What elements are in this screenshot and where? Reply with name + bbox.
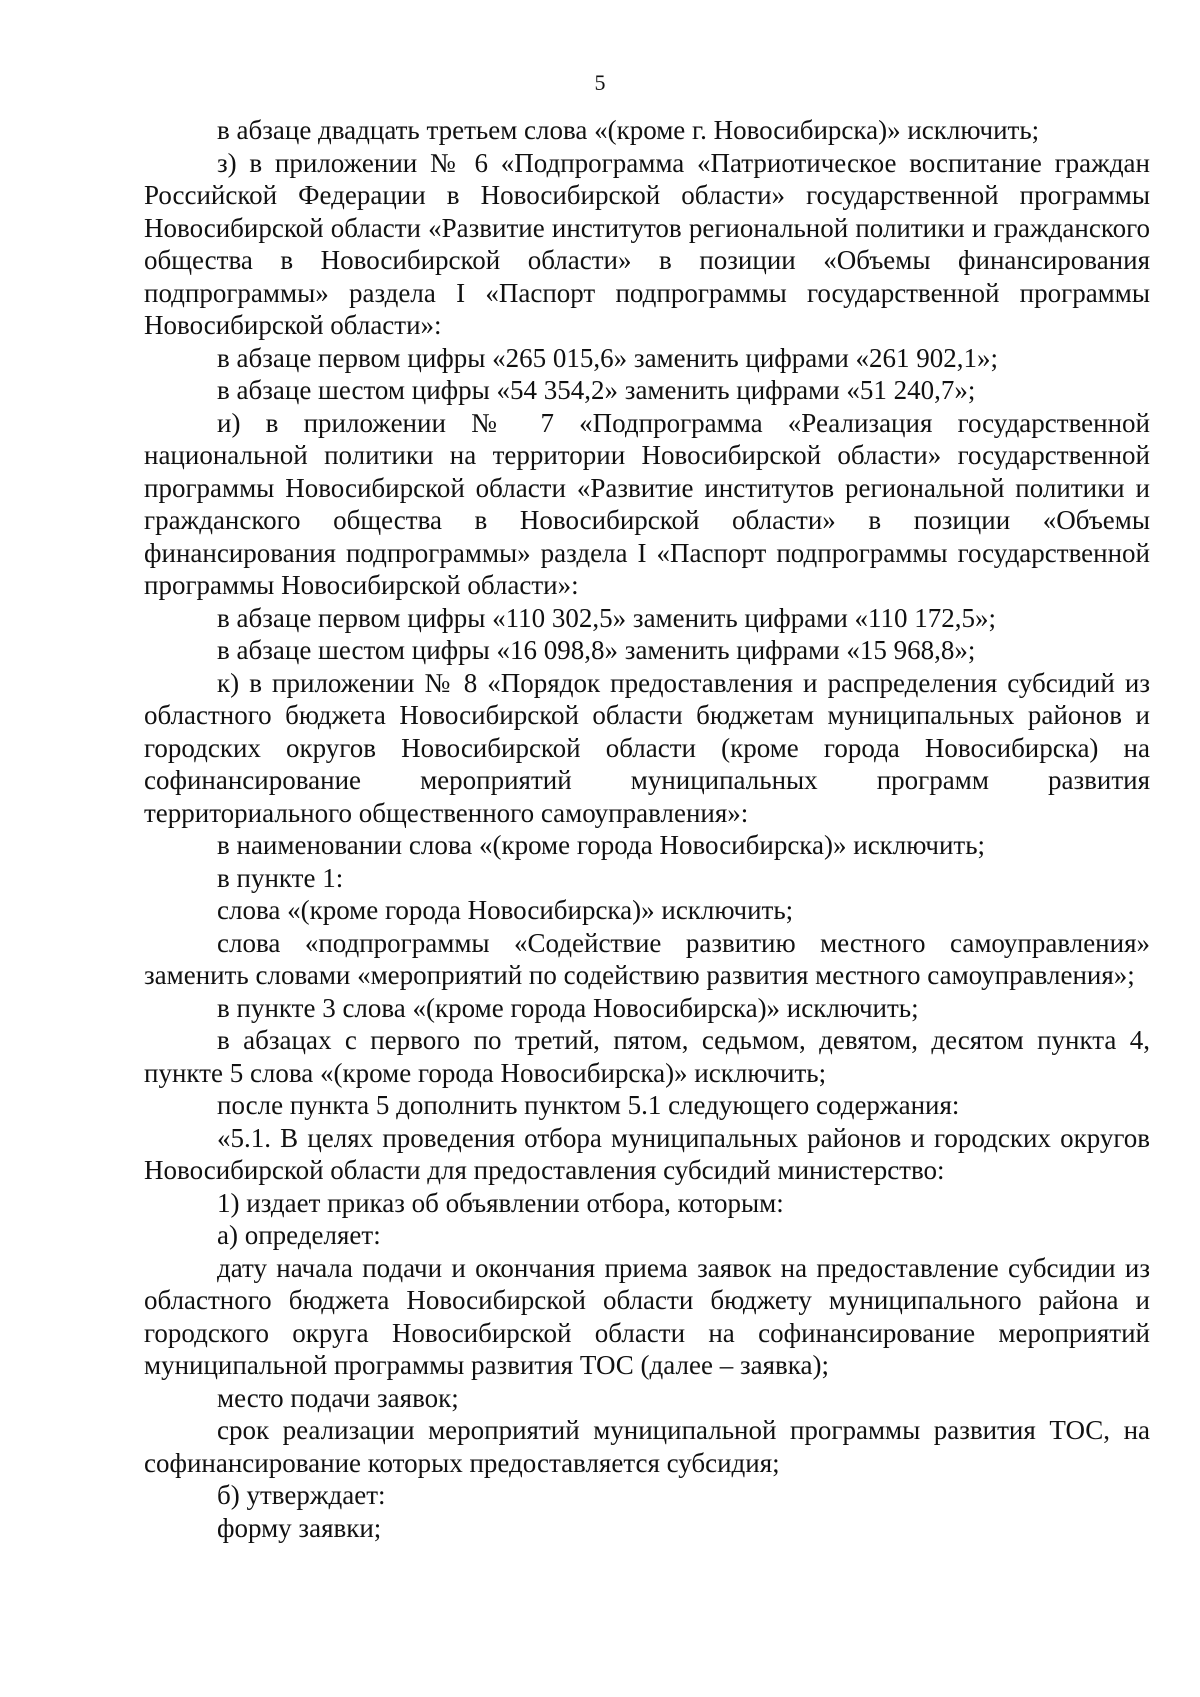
- paragraph: в абзаце двадцать третьем слова «(кроме г. Новосибирска)» исключить;: [217, 115, 1040, 145]
- paragraph: в абзаце шестом цифры «16 098,8» заменить цифрами «15 968,8»;: [217, 635, 976, 665]
- paragraph: форму заявки;: [217, 1512, 382, 1543]
- page-number: 5: [594, 70, 606, 95]
- paragraph: срок реализации мероприятий муниципальной программы развития ТОС, на софинансирование которых предоставляется субсидия;: [144, 1415, 1150, 1478]
- paragraph: а) определяет:: [217, 1220, 381, 1250]
- paragraph: в наименовании слова «(кроме города Новосибирска)» исключить;: [217, 830, 986, 860]
- paragraph: и) в приложении № 7 «Подпрограмма «Реализация государственной национальной политики на территории Новосибирской области» государственной программы Новосибирской области «Развитие институтов региональной политики и гражданского общества в Новосибирской области» в позиции «Объемы финансирования подпрограммы» раздела I «Паспорт подпрограммы государственной программы Новосибирской области»:: [144, 407, 1150, 600]
- document-body: [144, 114, 1150, 1544]
- paragraph: в абзаце шестом цифры «54 354,2» заменить цифрами «51 240,7»;: [217, 375, 976, 405]
- paragraph: «5.1. В целях проведения отбора муниципальных районов и городских округов Новосибирской области для предоставления субсидий министерство:: [144, 1122, 1150, 1185]
- paragraph: в пункте 3 слова «(кроме города Новосибирска)» исключить;: [217, 992, 919, 1023]
- paragraph: слова «подпрограммы «Содействие развитию местного самоуправления» заменить словами «мероприятий по содействию развития местного самоуправления»;: [144, 927, 1150, 990]
- paragraph: место подачи заявок;: [217, 1382, 459, 1413]
- paragraph: в абзаце первом цифры «110 302,5» заменить цифрами «110 172,5»;: [217, 602, 997, 633]
- paragraph: после пункта 5 дополнить пунктом 5.1 следующего содержания:: [217, 1090, 960, 1120]
- paragraph: дату начала подачи и окончания приема заявок на предоставление субсидии из областного бюджета Новосибирской области бюджету муниципального района и городского округа Новосибирской области на софинансирование мероприятий муниципальной программы развития ТОС (далее – заявка);: [144, 1252, 1150, 1380]
- paragraph: слова «(кроме города Новосибирска)» исключить;: [217, 895, 794, 925]
- paragraph: б) утверждает:: [217, 1480, 386, 1510]
- paragraph: в пункте 1:: [217, 862, 344, 893]
- paragraph: к) в приложении № 8 «Порядок предоставления и распределения субсидий из областного бюджета Новосибирской области бюджетам муниципальных районов и городских округов Новосибирской области (кроме города Новосибирска) на софинансирование мероприятий муниципальных программ развития территориального общественного самоуправления»:: [144, 667, 1150, 828]
- paragraph: 1) издает приказ об объявлении отбора, которым:: [217, 1187, 784, 1218]
- paragraph: з) в приложении № 6 «Подпрограмма «Патриотическое воспитание граждан Российской Федерации в Новосибирской области» государственной программы Новосибирской области «Развитие институтов региональной политики и гражданского общества в Новосибирской области» в позиции «Объемы финансирования подпрограммы» раздела I «Паспорт подпрограммы государственной программы Новосибирской области»:: [144, 147, 1150, 340]
- paragraph: в абзаце первом цифры «265 015,6» заменить цифрами «261 902,1»;: [217, 342, 999, 373]
- paragraph: в абзацах с первого по третий, пятом, седьмом, девятом, десятом пункта 4, пункте 5 слова «(кроме города Новосибирска)» исключить;: [144, 1025, 1150, 1088]
